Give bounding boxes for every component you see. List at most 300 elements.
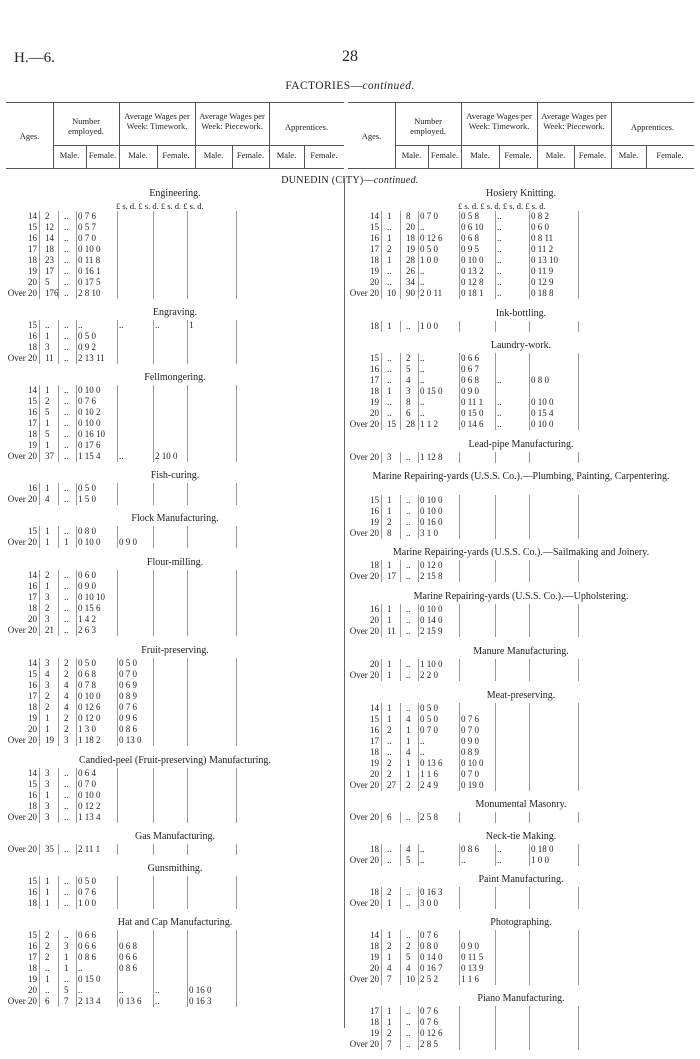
column-rule <box>187 570 188 636</box>
header-apprentices: Apprentices. <box>284 122 329 132</box>
table-row <box>6 494 344 504</box>
table-row <box>6 342 344 352</box>
time-male-wage-cell: 0 16 0 <box>420 517 443 527</box>
section-title: Ink-bottling. <box>495 308 547 319</box>
age-cell: 17 <box>370 244 379 254</box>
piece-female-wage-cell: 0 10 0 <box>531 397 554 407</box>
female-count-cell: 5 <box>406 952 411 962</box>
column-rule <box>381 844 382 866</box>
column-rule <box>459 844 460 866</box>
female-count-cell: .. <box>64 898 69 908</box>
time-male-wage-cell: 0 7 6 <box>78 396 96 406</box>
time-male-wage-cell: 1 5 0 <box>78 494 96 504</box>
time-female-wage-cell: 0 8 6 <box>119 724 137 734</box>
table-row <box>6 483 344 493</box>
male-count-cell: 2 <box>45 702 50 712</box>
age-cell: 15 <box>370 714 379 724</box>
header-ages: Ages. <box>361 131 382 141</box>
age-cell: 20 <box>370 659 379 669</box>
time-male-wage-cell: 0 15 0 <box>78 974 101 984</box>
section-title: Meat-preserving. <box>486 690 556 701</box>
table-row <box>6 812 344 822</box>
age-cell: Over 20 <box>349 670 379 680</box>
age-cell: 15 <box>28 320 37 330</box>
female-count-cell: .. <box>64 790 69 800</box>
female-count-cell: .. <box>406 812 411 822</box>
age-cell: 20 <box>370 615 379 625</box>
male-count-cell: 2 <box>45 603 50 613</box>
time-male-wage-cell: 0 9 0 <box>78 581 96 591</box>
female-count-cell: .. <box>64 266 69 276</box>
time-male-wage-cell: 2 13 11 <box>78 353 105 363</box>
piece-female-wage-cell: 0 18 0 <box>531 844 554 854</box>
column-rule <box>58 483 59 505</box>
time-male-wage-cell: .. <box>420 364 425 374</box>
female-count-cell: 2 <box>64 713 69 723</box>
column-rule <box>153 211 154 299</box>
table-row <box>6 266 344 276</box>
column-rule <box>236 320 237 364</box>
header-female: Female. <box>578 150 607 160</box>
column-rule <box>418 812 419 823</box>
piece-female-wage-cell: 0 16 0 <box>189 985 212 995</box>
age-cell: 14 <box>370 703 379 713</box>
male-count-cell: 4 <box>45 494 50 504</box>
column-rule <box>39 844 40 855</box>
age-cell: 18 <box>28 603 37 613</box>
male-count-cell: 1 <box>387 714 392 724</box>
age-cell: 16 <box>370 506 379 516</box>
age-cell: Over 20 <box>349 1039 379 1049</box>
table-row <box>6 233 344 243</box>
table-row <box>6 211 344 221</box>
age-cell: 15 <box>370 495 379 505</box>
column-rule <box>58 211 59 299</box>
table-row <box>6 952 344 962</box>
time-male-wage-cell: 0 7 8 <box>78 680 96 690</box>
column-rule <box>529 604 530 637</box>
piece-female-wage-cell: 0 8 2 <box>531 211 549 221</box>
column-rule <box>39 768 40 823</box>
column-rule <box>117 930 118 1007</box>
time-male-wage-cell: 0 10 0 <box>78 418 101 428</box>
time-male-wage-cell: .. <box>420 855 425 865</box>
column-rule <box>187 483 188 505</box>
header-male: Male. <box>59 150 80 160</box>
male-count-cell: 2 <box>387 517 392 527</box>
column-rule <box>117 570 118 636</box>
age-cell: 14 <box>28 570 37 580</box>
male-count-cell: .. <box>387 364 392 374</box>
male-count-cell: 2 <box>45 930 50 940</box>
female-count-cell: .. <box>64 440 69 450</box>
male-count-cell: 1 <box>387 255 392 265</box>
header-female: Female. <box>504 150 532 160</box>
piece-male-wage-cell: .. <box>497 844 502 854</box>
piece-male-wage-cell: .. <box>155 985 160 995</box>
female-count-cell: .. <box>64 288 69 298</box>
male-count-cell: 2 <box>45 691 50 701</box>
male-count-cell: 1 <box>45 898 50 908</box>
column-rule <box>400 812 401 823</box>
male-count-cell: 3 <box>45 614 50 624</box>
column-rule <box>39 930 40 1007</box>
section-title: Flock Manufacturing. <box>131 513 219 524</box>
piece-female-wage-cell: 0 18 8 <box>531 288 554 298</box>
male-count-cell: 1 <box>387 495 392 505</box>
age-cell: Over 20 <box>349 974 379 984</box>
time-male-wage-cell: 0 10 0 <box>78 790 101 800</box>
time-male-wage-cell: 2 13 4 <box>78 996 101 1006</box>
age-cell: 15 <box>28 930 37 940</box>
male-count-cell: 6 <box>387 812 392 822</box>
male-count-cell: 3 <box>45 658 50 668</box>
table-row <box>6 429 344 439</box>
piece-male-wage-cell: .. <box>497 375 502 385</box>
male-count-cell: .. <box>45 320 50 330</box>
female-count-cell: .. <box>64 801 69 811</box>
female-count-cell: 7 <box>64 996 69 1006</box>
table-row <box>6 801 344 811</box>
female-count-cell: .. <box>64 812 69 822</box>
time-female-wage-cell: 0 13 2 <box>461 266 484 276</box>
column-rule <box>153 930 154 1007</box>
piece-male-wage-cell: .. <box>155 320 160 330</box>
piece-female-wage-cell: 0 12 9 <box>531 277 554 287</box>
female-count-cell: 28 <box>406 419 415 429</box>
column-rule <box>495 1006 496 1050</box>
time-male-wage-cell: 0 12 6 <box>420 1028 443 1038</box>
male-count-cell: 3 <box>45 592 50 602</box>
time-male-wage-cell: 0 6 6 <box>78 941 96 951</box>
column-rule <box>578 844 579 866</box>
male-count-cell: 1 <box>45 790 50 800</box>
age-cell: 16 <box>28 790 37 800</box>
time-male-wage-cell: 0 8 0 <box>78 526 96 536</box>
column-rule <box>418 844 419 866</box>
header-male: Male. <box>128 150 148 160</box>
male-count-cell: 19 <box>45 735 54 745</box>
table-row <box>6 691 344 701</box>
female-count-cell: 3 <box>64 941 69 951</box>
column-rule <box>400 604 401 637</box>
header-female: Female. <box>88 150 117 160</box>
male-count-cell: 2 <box>387 725 392 735</box>
column-rule <box>459 211 460 299</box>
male-count-cell: 11 <box>387 626 396 636</box>
page-title-text: FACTORIES— <box>285 80 363 92</box>
column-rule <box>153 876 154 909</box>
time-male-wage-cell: 0 9 2 <box>78 342 96 352</box>
time-male-wage-cell: 0 5 0 <box>78 876 96 886</box>
male-count-cell: 21 <box>45 625 54 635</box>
piece-male-wage-cell: .. <box>155 996 160 1006</box>
time-male-wage-cell: .. <box>420 375 425 385</box>
table-row <box>6 592 344 602</box>
time-male-wage-cell: .. <box>78 963 83 973</box>
male-count-cell: 1 <box>387 604 392 614</box>
male-count-cell: 1 <box>45 526 50 536</box>
time-male-wage-cell: 2 5 2 <box>420 974 438 984</box>
male-count-cell: 37 <box>45 451 54 461</box>
male-count-cell: 1 <box>45 876 50 886</box>
column-rule <box>76 930 77 1007</box>
female-count-cell: 1 <box>406 736 411 746</box>
table-row <box>6 625 344 635</box>
header-male: Male. <box>545 150 566 160</box>
age-cell: Over 20 <box>349 626 379 636</box>
column-rule <box>459 495 460 539</box>
female-count-cell: .. <box>64 603 69 613</box>
age-cell: 18 <box>28 963 37 973</box>
age-cell: 18 <box>28 898 37 908</box>
male-count-cell: 2 <box>45 570 50 580</box>
table-row <box>6 941 344 951</box>
table-row <box>6 658 344 668</box>
table-row <box>6 353 344 363</box>
column-rule <box>187 320 188 364</box>
age-cell: 18 <box>28 429 37 439</box>
female-count-cell: .. <box>406 1006 411 1016</box>
section-title: Hat and Cap Manufacturing. <box>117 917 233 928</box>
time-female-wage-cell: 0 6 7 <box>461 364 479 374</box>
age-cell: 16 <box>28 887 37 897</box>
time-male-wage-cell: .. <box>420 844 425 854</box>
section-title: Laundry-work. <box>490 340 552 351</box>
female-count-cell: .. <box>64 592 69 602</box>
table-row <box>6 451 344 461</box>
female-count-cell: .. <box>406 452 411 462</box>
city-continued: continued. <box>373 175 419 186</box>
time-male-wage-cell: .. <box>78 985 83 995</box>
table-row <box>6 963 344 973</box>
female-count-cell: .. <box>64 244 69 254</box>
age-cell: 19 <box>370 1028 379 1038</box>
age-cell: 20 <box>370 277 379 287</box>
column-rule <box>58 570 59 636</box>
time-female-wage-cell: 0 18 1 <box>461 288 484 298</box>
female-count-cell: .. <box>64 581 69 591</box>
table-row <box>6 768 344 778</box>
column-rule <box>578 659 579 681</box>
time-female-wage-cell: 0 7 0 <box>461 725 479 735</box>
age-cell: 19 <box>370 758 379 768</box>
time-male-wage-cell: 0 12 6 <box>420 233 443 243</box>
female-count-cell: 2 <box>64 669 69 679</box>
age-cell: Over 20 <box>7 812 37 822</box>
age-cell: 18 <box>370 255 379 265</box>
age-cell: Over 20 <box>7 996 37 1006</box>
column-rule <box>117 526 118 548</box>
time-male-wage-cell: 2 2 0 <box>420 670 438 680</box>
column-rule <box>400 452 401 463</box>
city-name: DUNEDIN (CITY)— <box>281 175 374 186</box>
header-male: Male. <box>401 150 422 160</box>
column-rule <box>58 876 59 909</box>
age-cell: 15 <box>28 669 37 679</box>
column-rule <box>39 483 40 505</box>
column-rule <box>418 452 419 463</box>
piece-male-wage-cell: .. <box>497 244 502 254</box>
column-rule <box>529 812 530 823</box>
piece-male-wage-cell: .. <box>497 277 502 287</box>
male-count-cell: 1 <box>387 1006 392 1016</box>
time-male-wage-cell: 0 5 0 <box>78 483 96 493</box>
time-male-wage-cell: 0 10 0 <box>420 604 443 614</box>
column-rule <box>578 887 579 909</box>
section-title: Fruit-preserving. <box>141 645 209 656</box>
age-cell: 17 <box>28 244 37 254</box>
age-cell: 17 <box>370 736 379 746</box>
column-rule <box>236 658 237 746</box>
column-rule <box>529 659 530 681</box>
page-title <box>0 80 700 92</box>
male-count-cell: 1 <box>45 331 50 341</box>
column-rule <box>418 604 419 637</box>
time-female-wage-cell: 0 5 0 <box>119 658 137 668</box>
male-count-cell: .. <box>387 397 392 407</box>
age-cell: 20 <box>28 614 37 624</box>
time-male-wage-cell: 0 8 6 <box>78 952 96 962</box>
piece-female-wage-cell: 0 10 0 <box>531 419 554 429</box>
column-rule <box>578 604 579 637</box>
male-count-cell: 2 <box>45 941 50 951</box>
male-count-cell: 10 <box>387 288 396 298</box>
time-male-wage-cell: 0 7 6 <box>78 211 96 221</box>
piece-female-wage-cell: 0 6 0 <box>531 222 549 232</box>
column-rule <box>418 1006 419 1050</box>
time-female-wage-cell: 0 8 6 <box>461 844 479 854</box>
age-cell: Over 20 <box>349 452 379 462</box>
time-male-wage-cell: 0 15 0 <box>420 386 443 396</box>
section-title: Gas Manufacturing. <box>135 831 215 842</box>
column-rule <box>39 658 40 746</box>
column-rule <box>381 930 382 985</box>
time-female-wage-cell: 0 5 8 <box>461 211 479 221</box>
section-title: Manure Manufacturing. <box>473 646 569 657</box>
time-female-wage-cell: 0 13 9 <box>461 963 484 973</box>
female-count-cell: .. <box>406 560 411 570</box>
header-subrule <box>395 145 694 146</box>
time-female-wage-cell: 0 13 0 <box>119 735 142 745</box>
male-count-cell: 1 <box>387 703 392 713</box>
male-count-cell: 1 <box>387 233 392 243</box>
column-rule <box>236 844 237 855</box>
male-count-cell: 27 <box>387 780 396 790</box>
age-cell: 14 <box>28 385 37 395</box>
time-male-wage-cell: 3 0 0 <box>420 898 438 908</box>
column-rule <box>187 876 188 909</box>
female-count-cell: .. <box>64 222 69 232</box>
female-count-cell: .. <box>64 570 69 580</box>
column-rule <box>529 321 530 332</box>
male-count-cell: 15 <box>387 419 396 429</box>
time-male-wage-cell: 0 12 2 <box>78 801 101 811</box>
time-male-wage-cell: 2 15 9 <box>420 626 443 636</box>
time-male-wage-cell: 0 12 6 <box>78 702 101 712</box>
female-count-cell: .. <box>406 495 411 505</box>
female-count-cell: .. <box>406 670 411 680</box>
male-count-cell: 3 <box>45 779 50 789</box>
time-female-wage-cell: .. <box>119 320 124 330</box>
column-rule <box>381 560 382 582</box>
time-male-wage-cell: 1 4 2 <box>78 614 96 624</box>
female-count-cell: 4 <box>406 714 411 724</box>
age-cell: 16 <box>370 604 379 614</box>
male-count-cell: 2 <box>387 1028 392 1038</box>
female-count-cell: .. <box>64 418 69 428</box>
male-count-cell: .. <box>45 963 50 973</box>
male-count-cell: 2 <box>45 952 50 962</box>
column-rule <box>529 887 530 909</box>
time-male-wage-cell: 3 1 0 <box>420 528 438 538</box>
female-count-cell: 1 <box>406 769 411 779</box>
female-count-cell: 4 <box>406 375 411 385</box>
age-cell: 18 <box>28 801 37 811</box>
male-count-cell: .. <box>45 985 50 995</box>
female-count-cell: 1 <box>406 758 411 768</box>
male-count-cell: 3 <box>45 680 50 690</box>
male-count-cell: 2 <box>387 941 392 951</box>
column-rule <box>117 211 118 299</box>
time-female-wage-cell: 0 6 6 <box>461 353 479 363</box>
table-row <box>6 418 344 428</box>
piece-female-wage-cell: 0 8 11 <box>531 233 554 243</box>
column-rule <box>381 211 382 299</box>
female-count-cell: .. <box>64 526 69 536</box>
female-count-cell: 4 <box>406 844 411 854</box>
age-cell: Over 20 <box>349 419 379 429</box>
table-row <box>6 570 344 580</box>
age-cell: 18 <box>370 386 379 396</box>
female-count-cell: .. <box>64 876 69 886</box>
age-cell: 19 <box>28 713 37 723</box>
table-row <box>6 385 344 395</box>
column-rule <box>418 321 419 332</box>
column-rule <box>76 385 77 462</box>
column-rule <box>381 1006 382 1050</box>
female-count-cell: 4 <box>64 691 69 701</box>
column-rule <box>236 211 237 299</box>
male-count-cell: 1 <box>387 930 392 940</box>
age-cell: 16 <box>28 581 37 591</box>
time-male-wage-cell: .. <box>420 408 425 418</box>
male-count-cell: 1 <box>45 724 50 734</box>
time-female-wage-cell: 0 10 0 <box>461 255 484 265</box>
column-rule <box>529 560 530 582</box>
time-male-wage-cell: 0 5 0 <box>420 714 438 724</box>
female-count-cell: .. <box>406 517 411 527</box>
time-female-wage-cell: .. <box>119 451 124 461</box>
column-rule <box>418 887 419 909</box>
age-cell: 16 <box>28 331 37 341</box>
column-rule <box>400 560 401 582</box>
male-count-cell: 1 <box>387 670 392 680</box>
age-cell: 14 <box>28 211 37 221</box>
column-rule <box>39 876 40 909</box>
piece-male-wage-cell: 2 10 0 <box>155 451 178 461</box>
column-rule <box>76 320 77 364</box>
female-count-cell: .. <box>64 614 69 624</box>
male-count-cell: 1 <box>387 560 392 570</box>
table-row <box>6 724 344 734</box>
time-male-wage-cell: 0 6 6 <box>78 930 96 940</box>
piece-male-wage-cell: .. <box>497 855 502 865</box>
section-title: Marine Repairing-yards (U.S.S. Co.).—Upholstering. <box>413 591 629 602</box>
female-count-cell: .. <box>64 396 69 406</box>
male-count-cell: 1 <box>45 974 50 984</box>
column-rule <box>495 211 496 299</box>
